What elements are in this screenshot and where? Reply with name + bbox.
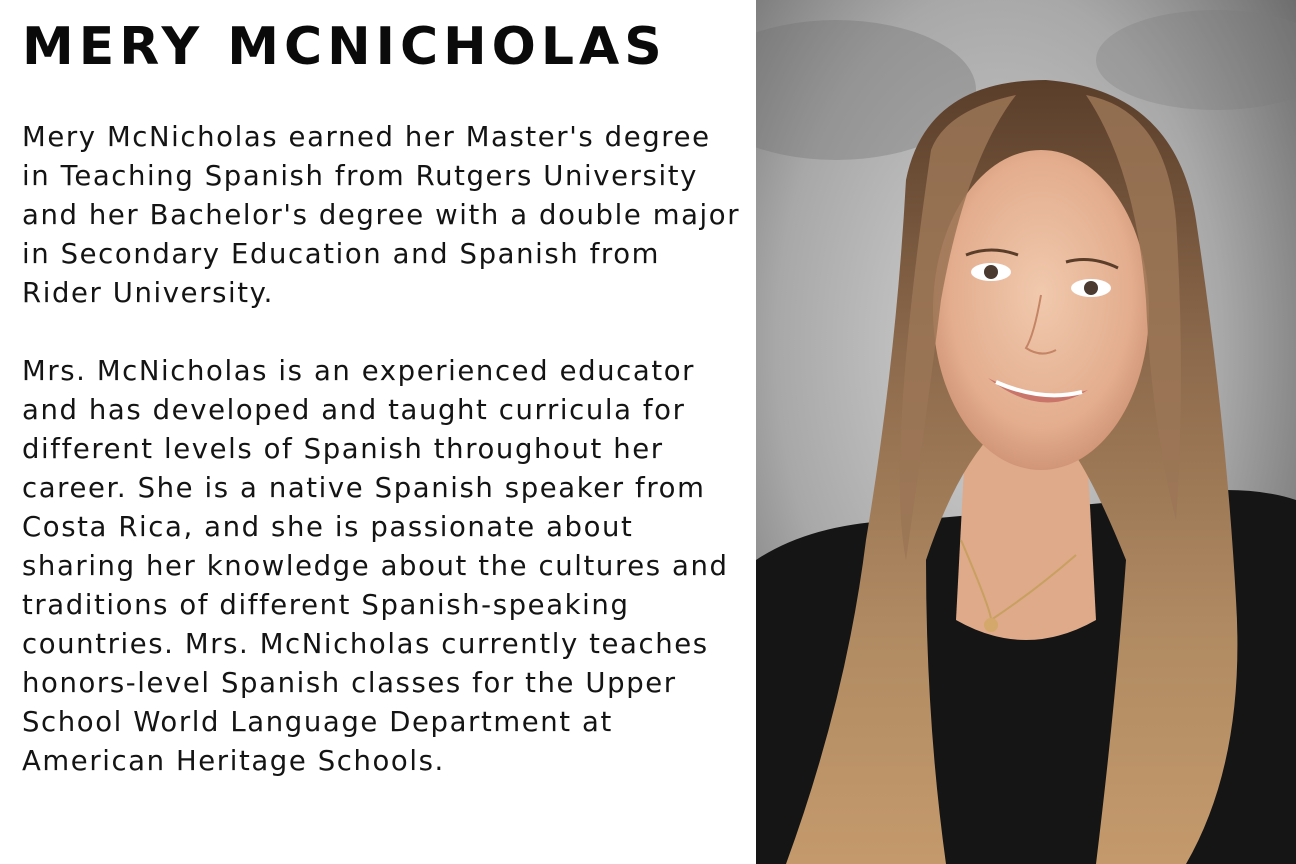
- bio-paragraph-education: Mery McNicholas earned her Master's degree in Teaching Spanish from Rutgers University and her Bachelor's degree with a double major in Secondary Education and Spanish from Rider University.: [22, 121, 741, 309]
- person-name-heading: MERY MCNICHOLAS: [22, 17, 667, 77]
- portrait-photo: [756, 0, 1296, 864]
- bio-paragraph-career: Mrs. McNicholas is an experienced educator and has developed and taught curricula for different levels of Spanish throughout her career. She is a native Spanish speaker from Costa Rica, and she is passionate about sharing her knowledge about the cultures and traditions of different Spanish-speaking countries. Mrs. McNicholas currently teaches honors-level Spanish classes for the Upper School World Language Department at American Heritage Schools.: [22, 355, 729, 777]
- bio-text-column: [22, 14, 747, 781]
